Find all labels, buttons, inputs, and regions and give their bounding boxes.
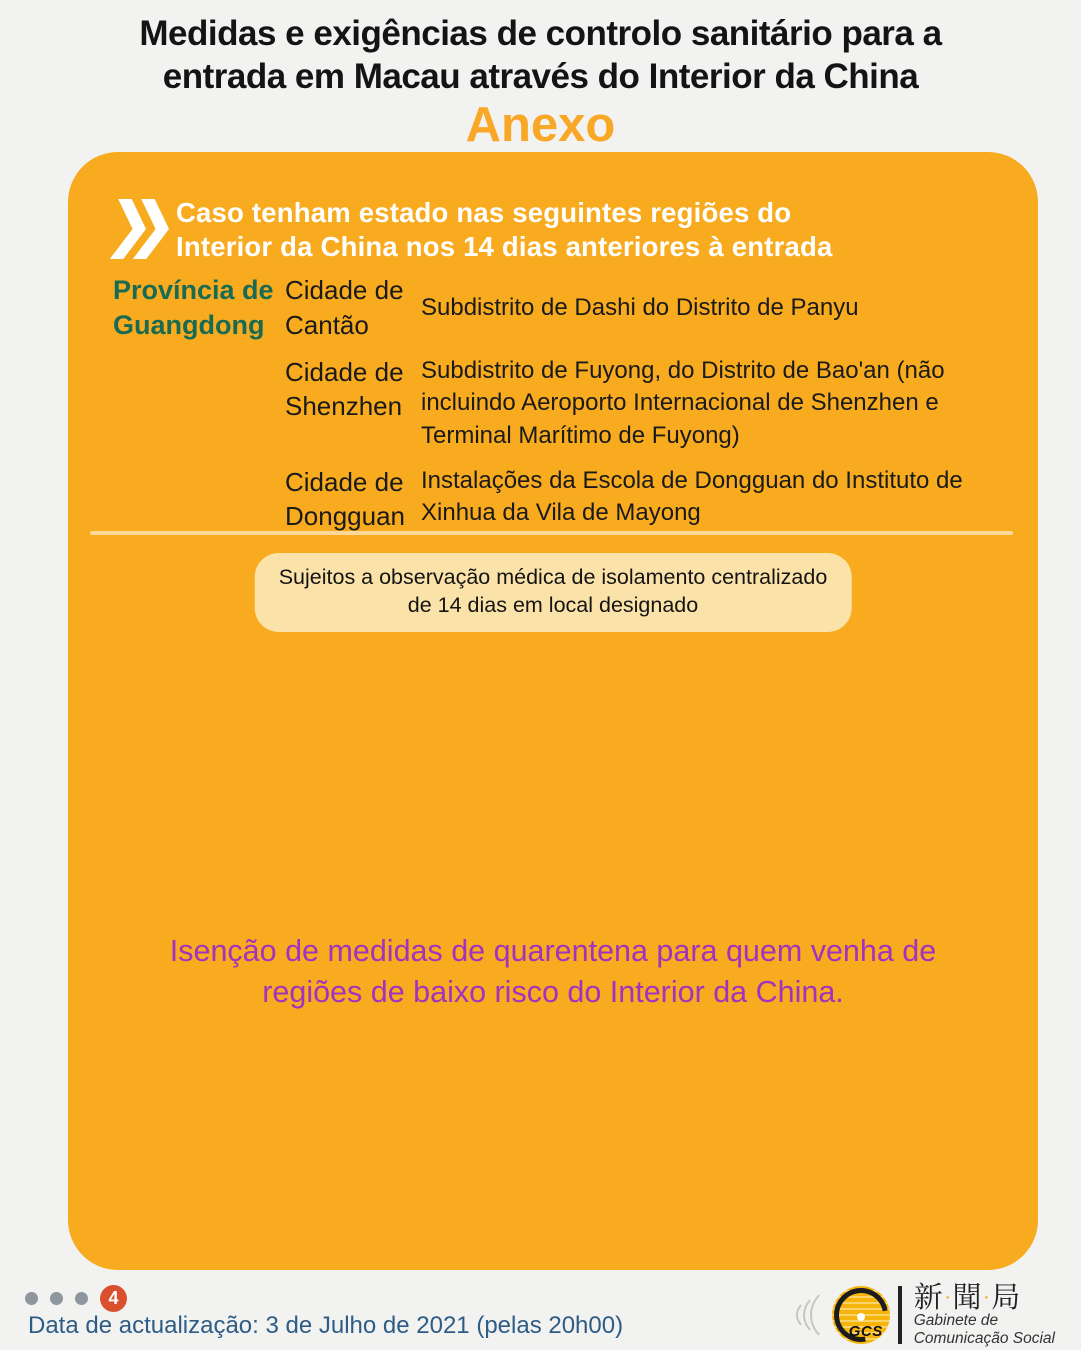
area-shenzhen: Subdistrito de Fuyong, do Distrito de Bao'an (não incluindo Aeroporto Internacional de Shenzhen e Terminal Marítimo de Fuyong): [421, 356, 945, 449]
gcs-logo-mark-icon: [794, 1284, 890, 1346]
page-title-line2: entrada em Macau através do Interior da China: [162, 57, 919, 97]
page-title: [0, 0, 1081, 98]
update-date: Data de actualização: 3 de Julho de 2021 (pelas 20h00): [28, 1312, 624, 1339]
exemption-note: [68, 931, 1038, 1012]
page-dot-1: [25, 1292, 38, 1305]
card-banner: [114, 196, 1008, 264]
exemption-note-line1: Isenção de medidas de quarentena para quem venha de: [169, 934, 937, 968]
page-subtitle: Anexo: [465, 98, 616, 153]
current-page-badge: 4: [100, 1285, 127, 1312]
region-table: [113, 273, 996, 534]
logo-text: [914, 1282, 1055, 1348]
gcs-logo: [794, 1282, 1055, 1348]
logo-divider-bar: [898, 1286, 902, 1344]
divider-line: [90, 531, 1013, 535]
quarantine-note: [255, 553, 852, 632]
logo-chinese-name: 新 ‧聞 ‧局: [913, 1280, 1021, 1314]
page-dot-3: [75, 1292, 88, 1305]
banner-text: [176, 196, 832, 264]
gcs-circle-icon: [832, 1286, 890, 1344]
quarantine-note-line2: de 14 dias em local designado: [407, 593, 699, 618]
quarantine-note-line1: Sujeitos a observação médica de isolamento centralizado: [278, 565, 828, 589]
logo-org-name-line2: Comunicação Social: [913, 1330, 1055, 1348]
banner-text-line2: Interior da China nos 14 dias anteriores à entrada: [176, 230, 833, 262]
area-dongguan: Instalações da Escola de Dongguan do Instituto de Xinhua da Vila de Mayong: [421, 466, 963, 527]
content-card: [68, 152, 1038, 1270]
city-shenzhen: Cidade de Shenzhen: [285, 356, 404, 422]
city-dongguan: Cidade de Dongguan: [285, 466, 405, 532]
city-canton: Cidade de Cantão: [285, 275, 404, 340]
province-label: Província de Guangdong: [113, 275, 274, 341]
banner-text-line1: Caso tenham estado nas seguintes regiões do: [176, 197, 792, 228]
page-indicator: [25, 1285, 127, 1312]
logo-org-name-line1: Gabinete de: [913, 1312, 999, 1330]
page-title-line1: Medidas e exigências de controlo sanitário para a: [139, 14, 942, 53]
area-canton: Subdistrito de Dashi do Distrito de Panyu: [421, 293, 859, 321]
double-chevron-icon: [110, 199, 164, 259]
page-dot-2: [50, 1292, 63, 1305]
exemption-note-line2: regiões de baixo risco do Interior da China.: [262, 974, 844, 1009]
gcs-acronym: GCS: [848, 1323, 883, 1341]
